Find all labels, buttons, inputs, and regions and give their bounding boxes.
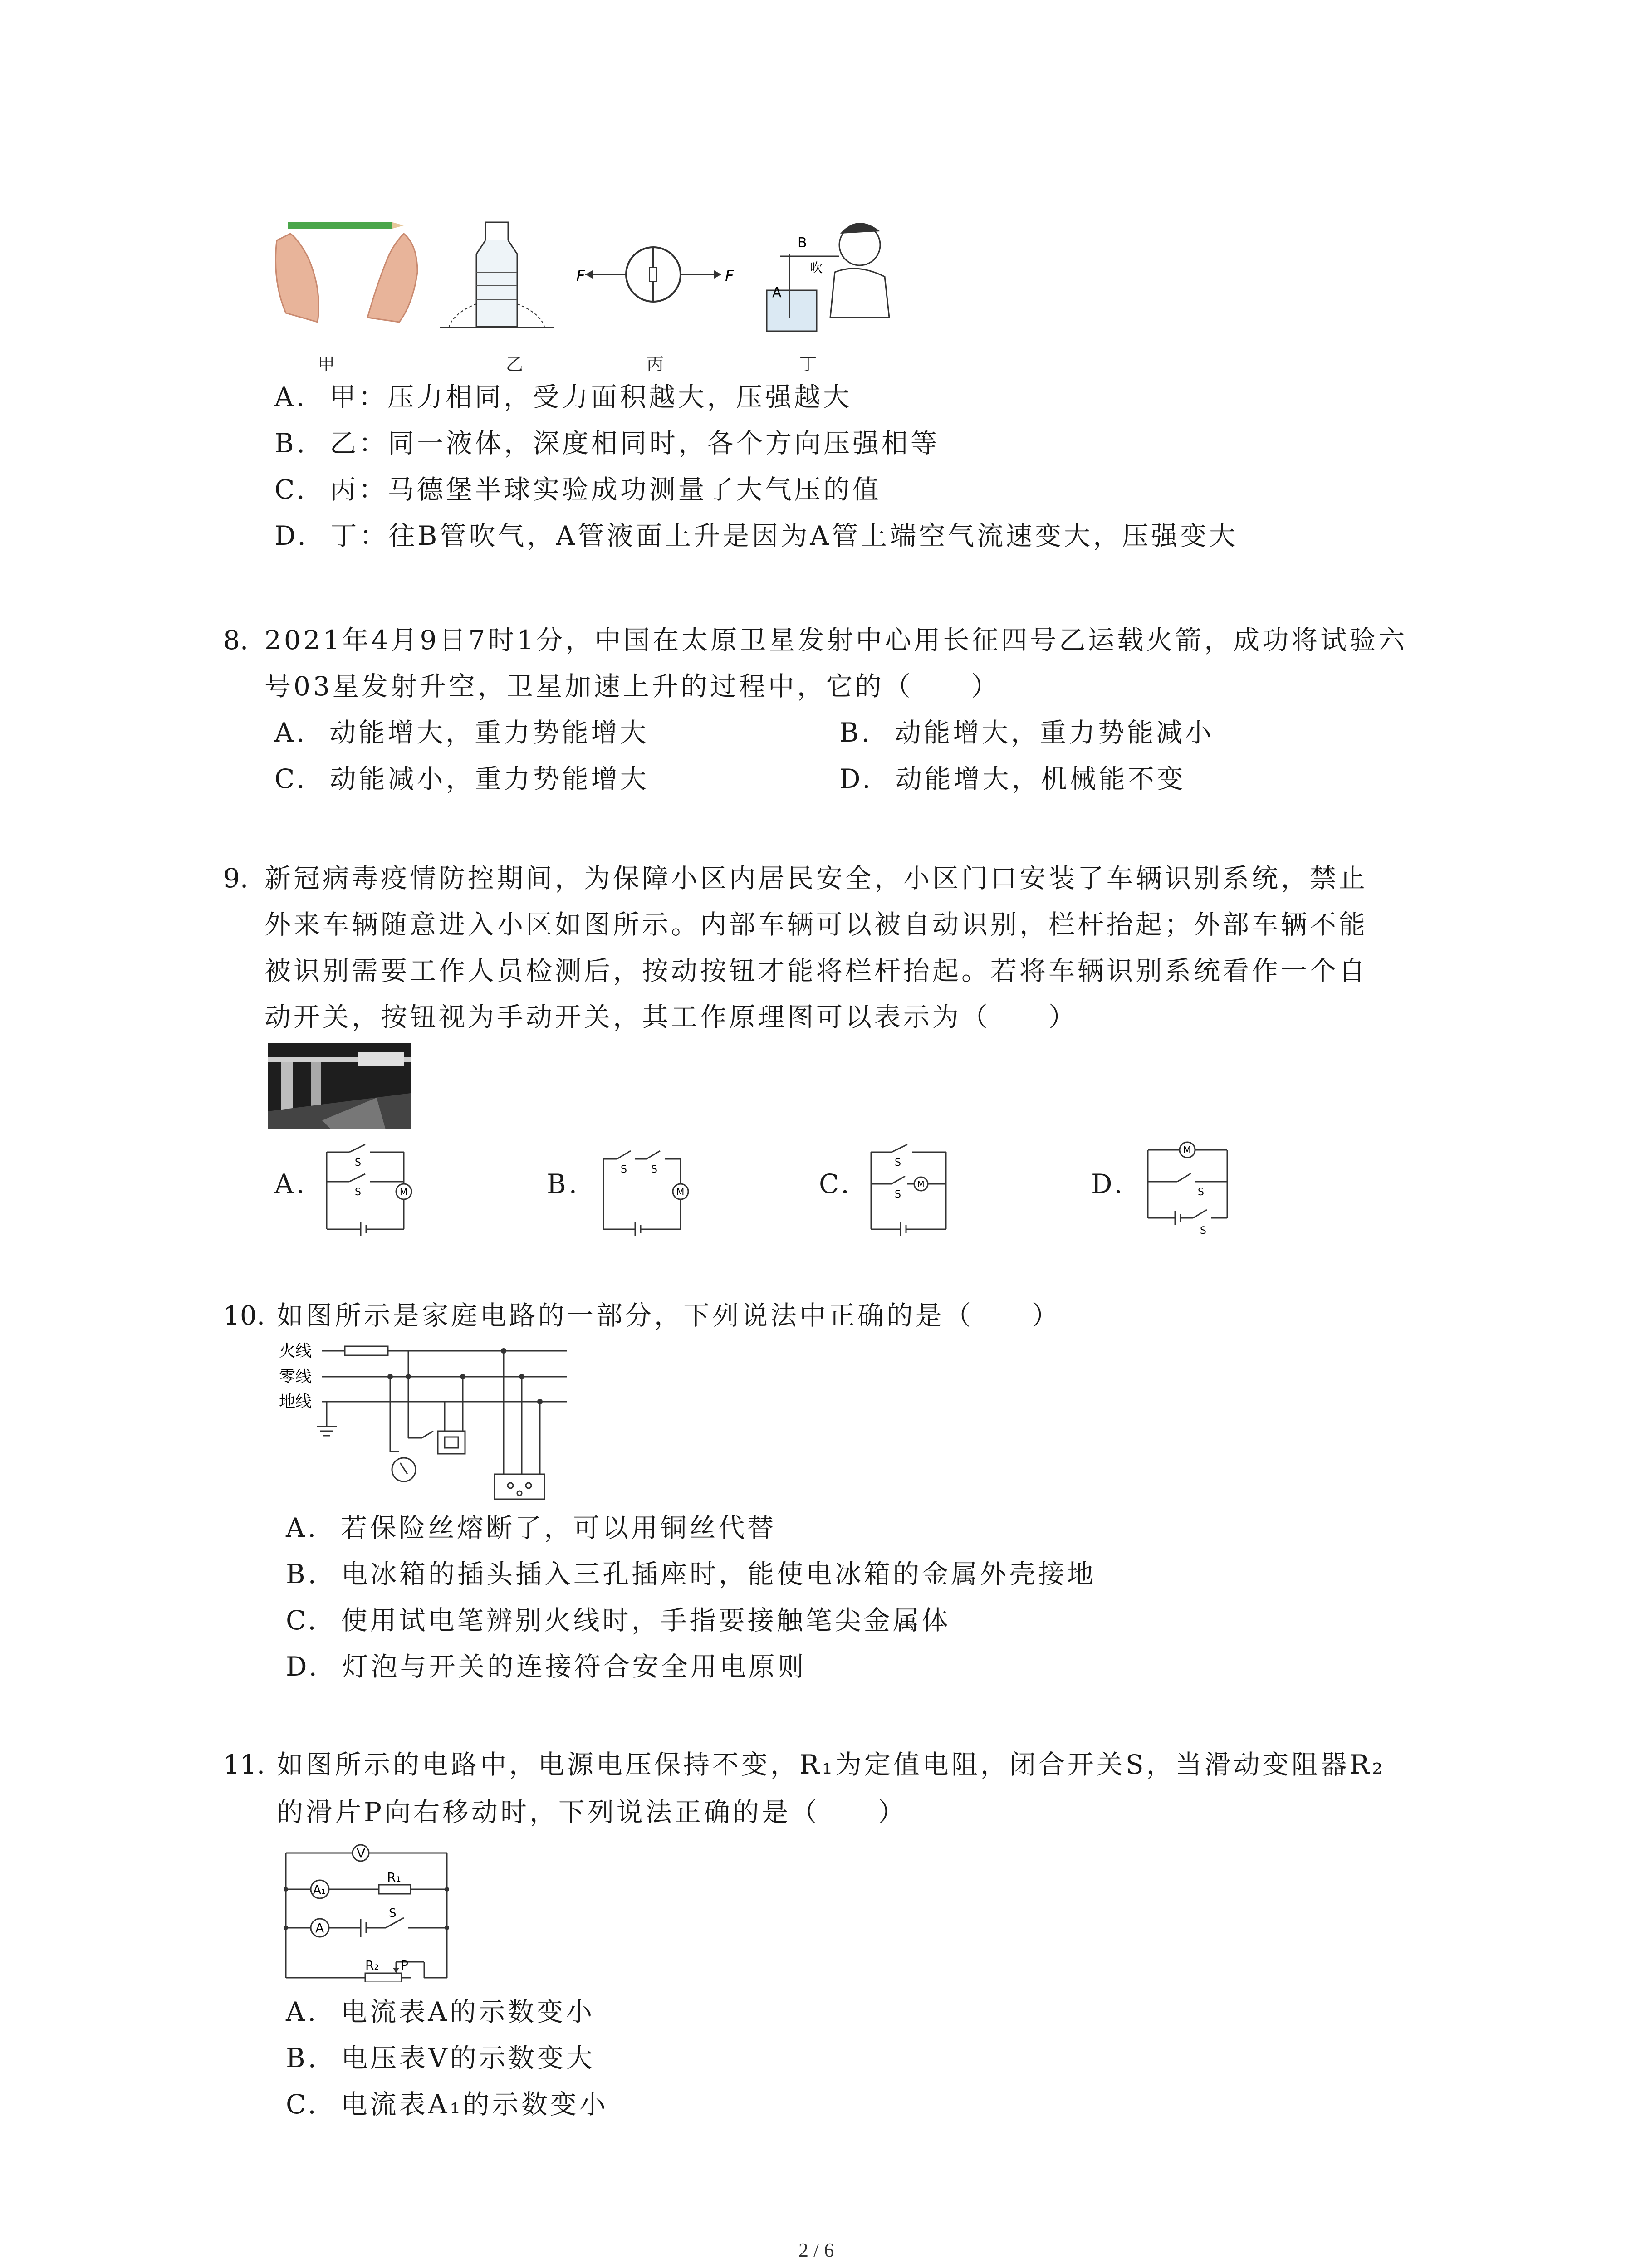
q11-option-c: C. 电流表A₁的示数变小 bbox=[286, 2089, 608, 2120]
q7-option-c: C. 丙：马德堡半球实验成功测量了大气压的值 bbox=[274, 474, 882, 505]
slider-label: P bbox=[401, 1958, 408, 1973]
q8-option-d: D. 动能增大，机械能不变 bbox=[839, 763, 1186, 794]
caption-ding: 丁 bbox=[799, 354, 817, 374]
switch-label: S bbox=[389, 1906, 397, 1920]
q11-circuit bbox=[279, 1833, 460, 1982]
blow-label: 吹 bbox=[810, 260, 823, 275]
q9-stem-line2: 外来车辆随意进入小区如图所示。内部车辆可以被自动识别，栏杆抬起；外部车辆不能 bbox=[265, 909, 1368, 940]
switch-label: S bbox=[895, 1157, 901, 1168]
q9-option-b-letter: B. bbox=[547, 1168, 580, 1199]
wire-label-neutral: 零线 bbox=[279, 1368, 312, 1386]
q7-option-a: A. 甲：压力相同，受力面积越大，压强越大 bbox=[274, 381, 852, 412]
q8-option-a: A. 动能增大，重力势能增大 bbox=[274, 717, 649, 748]
motor-label: M bbox=[676, 1187, 685, 1198]
q11-stem-line1: 如图所示的电路中，电源电压保持不变，R₁为定值电阻，闭合开关S，当滑动变阻器R₂ bbox=[277, 1749, 1386, 1780]
motor-label: M bbox=[400, 1187, 408, 1198]
force-label-right: F bbox=[725, 267, 734, 285]
q9-stem-line3: 被识别需要工作人员检测后，按动按钮才能将栏杆抬起。若将车辆识别系统看作一个自 bbox=[265, 955, 1368, 986]
q9-option-d-letter: D. bbox=[1091, 1168, 1125, 1199]
q9-circuit-c bbox=[867, 1141, 957, 1236]
wire-label-live: 火线 bbox=[279, 1342, 312, 1360]
motor-label: M bbox=[917, 1180, 925, 1189]
caption-jia: 甲 bbox=[318, 354, 335, 374]
caption-yi: 乙 bbox=[506, 354, 524, 374]
wire-label-earth: 地线 bbox=[279, 1393, 312, 1411]
q9-gate-photo bbox=[268, 1043, 411, 1129]
q10-option-b: B. 电冰箱的插头插入三孔插座时，能使电冰箱的金属外壳接地 bbox=[286, 1559, 1096, 1589]
fig-yi-bottle bbox=[440, 222, 554, 327]
q8-stem-line2: 号03星发射升空，卫星加速上升的过程中，它的（ ） bbox=[265, 671, 1000, 702]
switch-label: S bbox=[621, 1164, 627, 1175]
q11-stem-line2: 的滑片P向右移动时，下列说法正确的是（ ） bbox=[277, 1797, 907, 1828]
q11-option-a: A. 电流表A的示数变小 bbox=[286, 1996, 595, 2027]
page-number: 2 / 6 bbox=[798, 2239, 834, 2261]
q9-stem-line1: 新冠病毒疫情防控期间，为保障小区内居民安全，小区门口安装了车辆识别系统，禁止 bbox=[265, 863, 1368, 894]
r1-label: R₁ bbox=[387, 1870, 401, 1885]
voltmeter-label: V bbox=[357, 1846, 366, 1861]
q7-option-b: B. 乙：同一液体，深度相同时，各个方向压强相等 bbox=[274, 428, 940, 459]
q11-number: 11. bbox=[223, 1749, 265, 1780]
q8-number: 8. bbox=[223, 625, 249, 655]
ammeter-label: A bbox=[315, 1921, 324, 1936]
q10-option-a: A. 若保险丝熔断了，可以用铜丝代替 bbox=[286, 1512, 777, 1543]
q9-circuit-b bbox=[599, 1141, 699, 1236]
q8-stem-line1: 2021年4月9日7时1分，中国在太原卫星发射中心用长征四号乙运载火箭，成功将试验六 bbox=[265, 625, 1408, 655]
q9-option-a-letter: A. bbox=[274, 1168, 308, 1199]
switch-label: S bbox=[355, 1187, 361, 1198]
switch-label: S bbox=[895, 1189, 901, 1200]
q8-option-b: B. 动能增大，重力势能减小 bbox=[839, 717, 1214, 748]
switch-label: S bbox=[355, 1157, 361, 1168]
q9-circuit-d bbox=[1143, 1136, 1239, 1241]
r2-label: R₂ bbox=[365, 1958, 379, 1973]
q10-number: 10. bbox=[223, 1300, 265, 1331]
q8-option-c: C. 动能减小，重力势能增大 bbox=[274, 763, 649, 794]
switch-label: S bbox=[1198, 1187, 1204, 1198]
q9-number: 9. bbox=[223, 863, 249, 894]
ammeter1-label: A₁ bbox=[313, 1883, 326, 1897]
q10-option-d: D. 灯泡与开关的连接符合安全用电原则 bbox=[286, 1651, 807, 1682]
caption-bing: 丙 bbox=[647, 354, 664, 374]
motor-label: M bbox=[1183, 1144, 1191, 1155]
q10-stem: 如图所示是家庭电路的一部分，下列说法中正确的是（ ） bbox=[277, 1300, 1061, 1331]
tube-label-b: B bbox=[798, 235, 807, 251]
q7-option-d: D. 丁：往B管吹气，A管液面上升是因为A管上端空气流速变大，压强变大 bbox=[274, 520, 1239, 551]
q10-household-circuit bbox=[277, 1338, 576, 1501]
q9-option-c-letter: C. bbox=[819, 1168, 852, 1199]
fig-ding-blow-tube bbox=[767, 223, 889, 331]
q9-stem-line4: 动开关，按钮视为手动开关，其工作原理图可以表示为（ ） bbox=[265, 1002, 1078, 1032]
q11-option-b: B. 电压表V的示数变大 bbox=[286, 2043, 595, 2073]
q10-option-c: C. 使用试电笔辨别火线时，手指要接触笔尖金属体 bbox=[286, 1605, 951, 1636]
fig-jia-hands-pencil bbox=[276, 222, 418, 322]
q9-circuit-a bbox=[322, 1141, 422, 1236]
fig-bing-hemispheres bbox=[576, 247, 734, 302]
switch-label: S bbox=[1200, 1225, 1206, 1237]
force-label-left: F bbox=[576, 267, 585, 285]
switch-label: S bbox=[651, 1164, 657, 1175]
tube-label-a: A bbox=[772, 285, 782, 301]
